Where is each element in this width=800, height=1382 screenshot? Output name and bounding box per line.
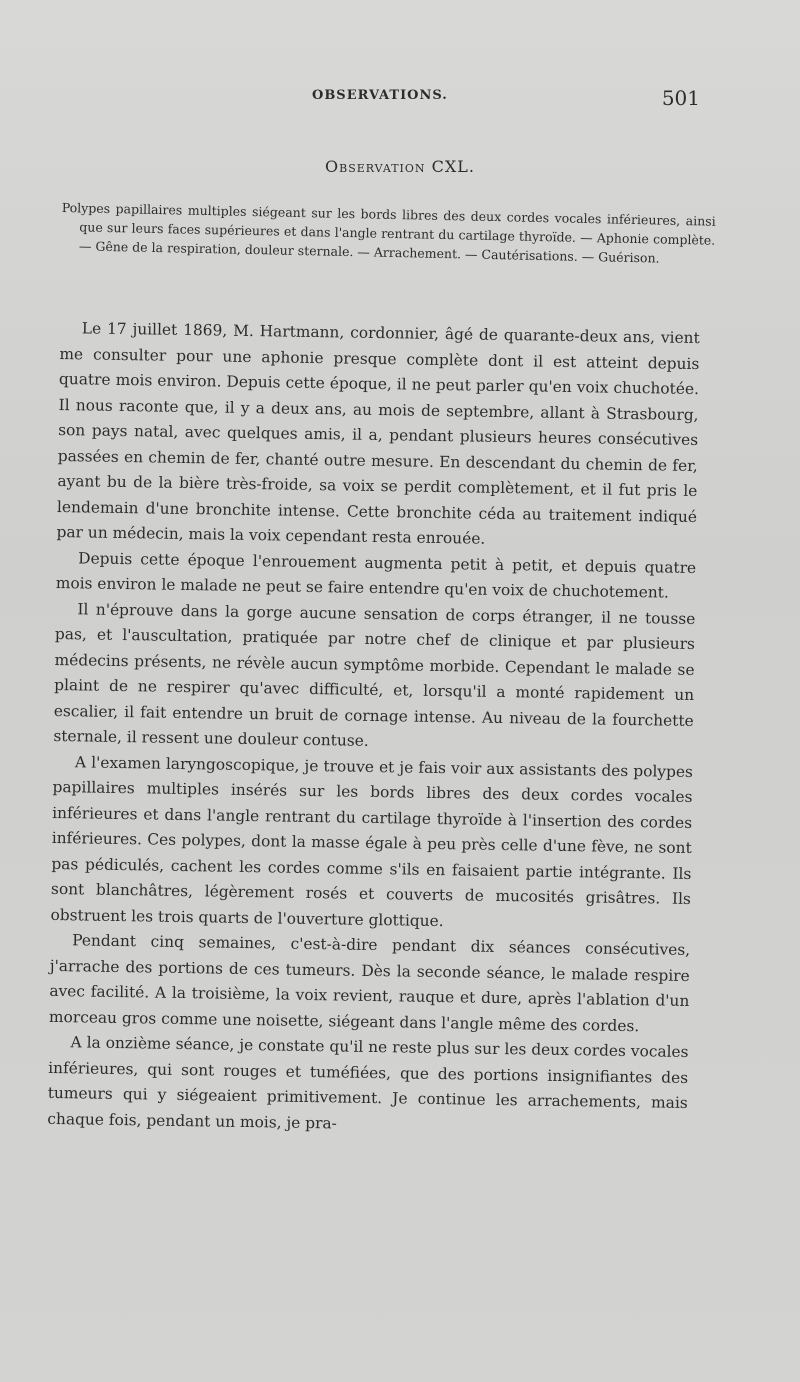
body-text — [47, 316, 700, 1142]
paragraph: Pendant cinq semaines, c'est-à-dire pendant dix séances consécutives, j'arrache des portions de ces tumeurs. Dès la seconde séance, le malade respire avec facilité. A la troisième, la voix revient, rauque et dure, après l'ablation d'un morceau gros comme une noisette, siégeant dans l'angle même des cordes. — [48, 931, 691, 1035]
paragraph: Le 17 juillet 1869, M. Hartmann, cordonnier, âgé de quarante-deux ans, vient me consulter pour une aphonie presque complète dont il est atteint depuis quatre mois environ. Depuis cette époque, il ne peut parler qu'en voix chuchotée. Il nous raconte que, il y a deux ans, au mois de septembre, allant à Strasbourg, son pays natal, avec quelques amis, il a, pendant plusieurs heures consécutives passées en chemin de fer, chanté outre mesure. En descendant du chemin de fer, ayant bu de la bière très-froide, sa voix se perdit complètement, et il fut pris le lendemain d'une bronchite intense. Cette bronchite céda au traitement indiqué par un médecin, mais la voix cependant resta enrouée. — [56, 319, 700, 548]
observation-title: Observation CXL. — [325, 157, 475, 176]
running-title: OBSERVATIONS. — [312, 88, 448, 103]
paragraph: A la onzième séance, je constate qu'il ne reste plus sur les deux cordes vocales inférieures, qui sont rouges et tuméfiées, que des portions insignifiantes des tumeurs qui y siégeaient primitivement. Je continue les arrachements, mais chaque fois, pendant un mois, je pra- — [47, 1033, 689, 1132]
observation-summary: Polypes papillaires multiples siégeant sur les bords libres des deux cordes vocales inférieures, ainsi que sur leurs faces supérieures et dans l'angle rentrant du cartilage thyroïde. — Aphonie complète. — Gêne de la respiration, douleur sternale. — Arrachement. — Cautérisations. — Guérison. — [61, 199, 716, 266]
paragraph: Il n'éprouve dans la gorge aucune sensation de corps étranger, il ne tousse pas, et l'auscultation, pratiquée par notre chef de clinique et par plusieurs médecins présents, ne révèle aucun symptôme morbide. Cependant le malade se plaint de ne respirer qu'avec difficulté, et, lorsqu'il a monté rapidement un escalier, il fait entendre un bruit de cornage intense. Au niveau de la fourchette sternale, il ressent une douleur contuse. — [53, 599, 696, 750]
page-number: 501 — [661, 86, 700, 110]
running-header — [60, 88, 700, 118]
paragraph: A l'examen laryngoscopique, je trouve et je fais voir aux assistants des polypes papillaires multiples insérés sur les bords libres des deux cordes vocales inférieures et dans l'angle rentrant du cartilage thyroïde à l'insertion des cordes inférieures. Ces polypes, dont la masse égale à peu près celle d'une fève, ne sont pas pédiculés, cachent les cordes comme s'ils en faisaient partie intégrante. Ils sont blanchâtres, légèrement rosés et couverts de mucosités grisâtres. Ils obstruent les trois quarts de l'ouverture glottique. — [50, 752, 694, 930]
paragraph: Depuis cette époque l'enrouement augmenta petit à petit, et depuis quatre mois environ le malade ne peut se faire entendre qu'en voix de chuchotement. — [55, 548, 697, 602]
